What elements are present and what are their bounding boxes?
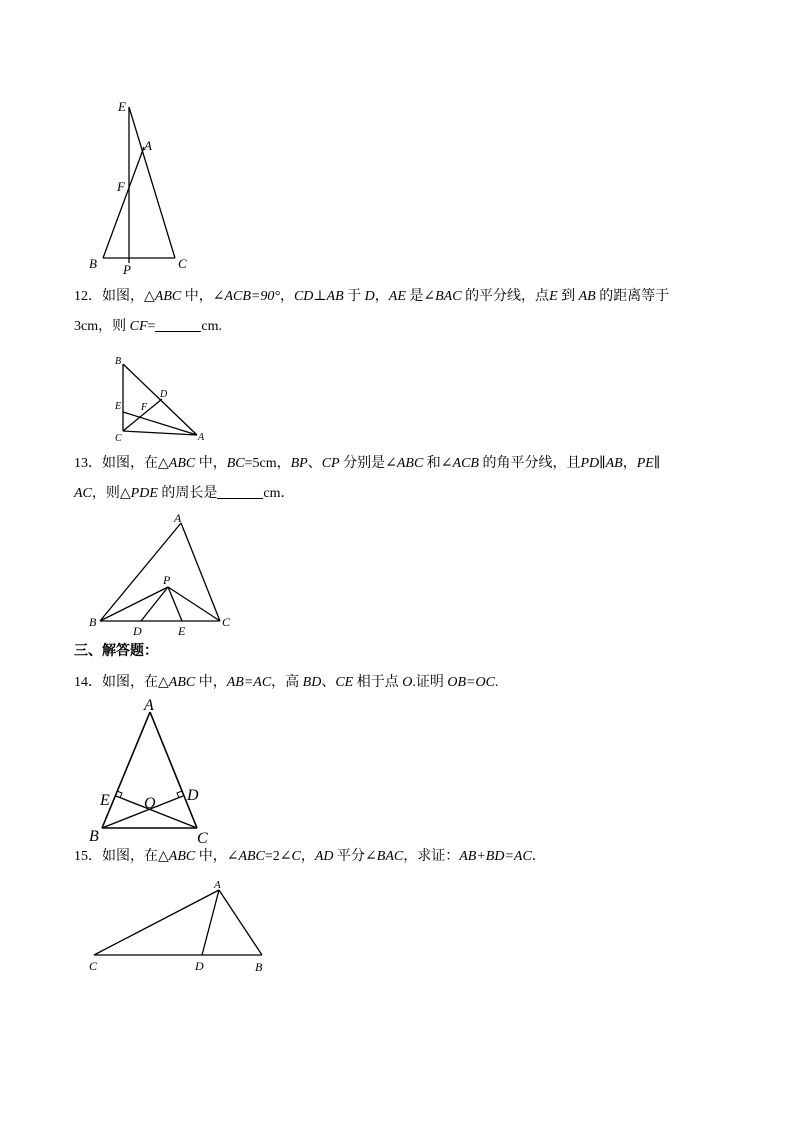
segment-ce [116, 796, 197, 828]
label-c: C [222, 615, 231, 629]
q12-text: 3cm，则 [74, 319, 130, 334]
label-b: B [89, 828, 99, 845]
label-f: F [117, 179, 125, 194]
q15-text: ． [531, 849, 546, 864]
q14-ce: CE [335, 675, 354, 690]
q15-ad: AD [314, 849, 334, 864]
figure-12 [110, 352, 220, 447]
question-13 [74, 449, 724, 509]
q15-text: =2∠ [264, 849, 292, 864]
q13-bp: BP [290, 456, 308, 471]
label-c: C [178, 256, 187, 271]
answer-blank-13[interactable] [217, 484, 263, 499]
label-d: D [160, 389, 168, 400]
q13-text: =5cm， [244, 456, 291, 471]
label-a: A [174, 511, 182, 525]
label-d: D [133, 624, 142, 638]
question-14 [74, 668, 724, 698]
q15-text: ， [300, 849, 315, 864]
q14-text: 中， [195, 675, 227, 690]
label-a: A [144, 697, 154, 714]
figure-14 [80, 695, 230, 845]
segment-ac [150, 712, 197, 828]
label-f: F [141, 402, 148, 413]
segment-ca [94, 890, 219, 955]
q14-text: ，高 [271, 675, 303, 690]
q13-text: ，则 [91, 486, 120, 501]
q14-triangle: △ABC [158, 675, 196, 690]
q12-text: 于 [343, 289, 365, 304]
q15-text: 平分∠ [333, 849, 377, 864]
question-15 [74, 842, 724, 872]
q13-angle-acb: ∠ACB [440, 456, 479, 471]
q12-text: 的距离等于 [595, 289, 670, 304]
q13-text: 和 [423, 456, 441, 471]
q13-text: 的周长是 [157, 486, 218, 501]
q12-text: 中， [181, 289, 213, 304]
label-c: C [115, 433, 122, 444]
q12-angle: ∠ACB=90° [212, 289, 280, 304]
segment-ab [102, 712, 150, 828]
q14-text: . [494, 675, 499, 690]
label-c: C [89, 959, 98, 973]
label-e: E [100, 792, 110, 809]
q13-angle-abc: ∠ABC [385, 456, 424, 471]
segment-ba [103, 147, 144, 258]
segment-ab [100, 523, 181, 621]
q14-prefix: 14．如图，在 [74, 675, 158, 690]
segment-ad [202, 890, 219, 955]
segment-bp [100, 587, 168, 621]
label-e: E [178, 624, 186, 638]
q13-ac: AC [74, 486, 92, 501]
q12-text: 的平分线，点 [461, 289, 550, 304]
q13-bc: BC [226, 456, 245, 471]
q14-ab-eq-ac: AB=AC [226, 675, 272, 690]
q13-pd-parallel-ab: PD∥AB [580, 456, 623, 471]
q14-bd: BD [302, 675, 322, 690]
segment-ab [219, 890, 262, 955]
label-e: E [118, 99, 126, 114]
q12-ae: AE [388, 289, 406, 304]
q13-triangle: △ABC [158, 456, 196, 471]
q12-point-d: D [364, 289, 375, 304]
label-e: E [115, 401, 122, 412]
label-a: A [198, 432, 205, 443]
segment-pd [141, 587, 168, 621]
q15-triangle: △ABC [158, 849, 196, 864]
answer-blank-12[interactable] [155, 317, 201, 332]
q13-prefix: 13．如图，在 [74, 456, 158, 471]
q14-point-o: O [402, 675, 413, 690]
label-b: B [89, 256, 97, 271]
q13-triangle-pde: △PDE [119, 486, 158, 501]
q15-text: 中， [195, 849, 227, 864]
label-a: A [214, 879, 221, 891]
q15-angle-abc: ∠ABC [226, 849, 265, 864]
q13-text: 中， [195, 456, 227, 471]
q12-text: 是 [405, 289, 424, 304]
q15-text: ，求证： [403, 849, 460, 864]
q14-text: .证明 [412, 675, 448, 690]
segment-ac [181, 523, 220, 621]
label-c: C [197, 830, 208, 847]
question-12-line-2 [74, 312, 724, 342]
q13-pe-parallel: PE∥ [636, 456, 661, 471]
q12-text: = [147, 319, 156, 334]
label-b: B [115, 356, 122, 367]
q12-ab: AB [578, 289, 596, 304]
q14-text: 相于点 [353, 675, 403, 690]
q12-perp: CD⊥AB [293, 289, 344, 304]
q12-text: ， [374, 289, 389, 304]
label-p: P [123, 262, 131, 277]
q12-point-e: E [549, 289, 558, 304]
q14-ob-eq-oc: OB=OC [447, 675, 495, 690]
figure-11 [80, 95, 200, 280]
figure-13 [80, 505, 240, 640]
label-b: B [255, 960, 263, 974]
question-15-line-1 [74, 842, 724, 872]
question-12 [74, 282, 724, 342]
question-12-line-1 [74, 282, 724, 312]
q15-prefix: 15．如图，在 [74, 849, 158, 864]
label-d: D [187, 787, 199, 804]
segment-cp [168, 587, 220, 621]
q12-angle-bac: ∠BAC [423, 289, 462, 304]
label-a: A [144, 138, 152, 153]
q13-unit: cm． [263, 486, 295, 501]
q12-text: 到 [557, 289, 579, 304]
question-14-line-1 [74, 668, 724, 698]
label-b: B [89, 615, 97, 629]
q13-text: 、 [307, 456, 322, 471]
label-o: O [144, 795, 156, 812]
q12-triangle: △ABC [144, 289, 182, 304]
q15-equation: AB+BD=AC [459, 849, 532, 864]
q12-text: ， [279, 289, 294, 304]
section-heading: 三、解答题： [74, 643, 158, 659]
segment-ec [129, 107, 175, 258]
segment-be-d [102, 796, 183, 828]
q13-text: ， [622, 456, 637, 471]
q15-angle-c: C [291, 849, 301, 864]
q14-text: 、 [321, 675, 336, 690]
q12-prefix: 12．如图， [74, 289, 144, 304]
q13-text: 的角平分线，且 [478, 456, 581, 471]
q12-unit: cm. [201, 319, 223, 334]
label-d: D [195, 959, 204, 973]
q13-text: 分别是 [339, 456, 386, 471]
q15-angle-bac: BAC [376, 849, 404, 864]
q13-cp: CP [321, 456, 340, 471]
q12-cf: CF [129, 319, 148, 334]
label-p: P [163, 573, 171, 587]
figure-15 [80, 875, 280, 980]
question-13-line-1 [74, 449, 724, 479]
